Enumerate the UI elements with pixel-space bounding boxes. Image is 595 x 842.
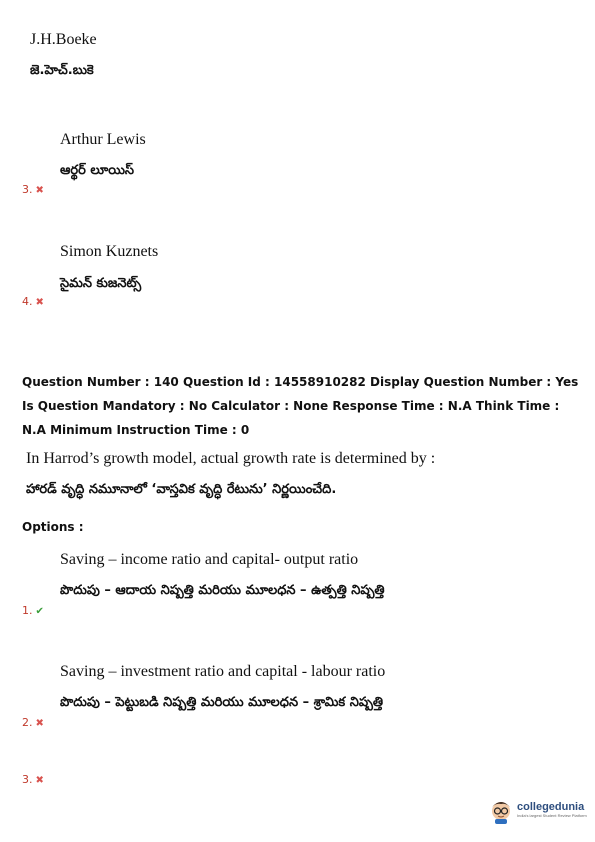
prev-option-3-te: ఆర్థర్ లూయిస్ bbox=[60, 163, 135, 178]
prev-option-4-number: 4. ✖ bbox=[22, 295, 44, 308]
check-icon: ✔ bbox=[35, 606, 44, 617]
prev-option-4-en: Simon Kuznets bbox=[60, 243, 159, 260]
option-1-number: 1. ✔ bbox=[22, 604, 44, 617]
prev-option-2-te: జె.హెచ్.బుకె bbox=[30, 63, 94, 78]
cross-icon: ✖ bbox=[35, 718, 44, 729]
cross-icon: ✖ bbox=[35, 297, 44, 308]
option-2-te: పొదుపు – పెట్టుబడి నిష్పత్తి మరియు మూలధన – శ్రామిక నిష్పత్తి bbox=[60, 695, 384, 710]
prev-option-4-te: సైమన్ కుజనెట్స్ bbox=[60, 276, 142, 291]
question-meta: Question Number : 140 Question Id : 14558910282 Display Question Number : Yes Is Question Mandatory : No Calculator : None Response Time : N.A Think Time : N.A Minimum Instruction Time : 0 bbox=[22, 375, 579, 437]
collegedunia-watermark bbox=[488, 796, 587, 824]
cross-icon: ✖ bbox=[35, 185, 44, 196]
prev-option-2-en: J.H.Boeke bbox=[30, 31, 97, 48]
prev-option-3-en: Arthur Lewis bbox=[60, 131, 146, 148]
brand-tagline: India's largest Student Review Platform bbox=[517, 813, 587, 818]
prev-option-3-number: 3. ✖ bbox=[22, 183, 44, 196]
cross-icon: ✖ bbox=[35, 775, 44, 786]
question-text-te: హారడ్ వృద్ధి నమూనాలో ‘వాస్తవిక వృద్ధి రేటును’ నిర్ణయించేది. bbox=[26, 482, 337, 497]
option-1-te: పొదుపు – ఆదాయ నిష్పత్తి మరియు మూలధన – ఉత్పత్తి నిష్పత్తి bbox=[60, 583, 385, 598]
option-2-number: 2. ✖ bbox=[22, 716, 44, 729]
option-2-en: Saving – investment ratio and capital - labour ratio bbox=[60, 663, 386, 680]
question-text-en: In Harrod’s growth model, actual growth rate is determined by : bbox=[26, 450, 436, 467]
brand-name: collegedunia bbox=[517, 801, 585, 813]
option-1-en: Saving – income ratio and capital- output ratio bbox=[60, 551, 359, 568]
mascot-icon bbox=[488, 796, 514, 824]
options-label: Options : bbox=[22, 520, 84, 534]
option-3-number: 3. ✖ bbox=[22, 773, 44, 786]
